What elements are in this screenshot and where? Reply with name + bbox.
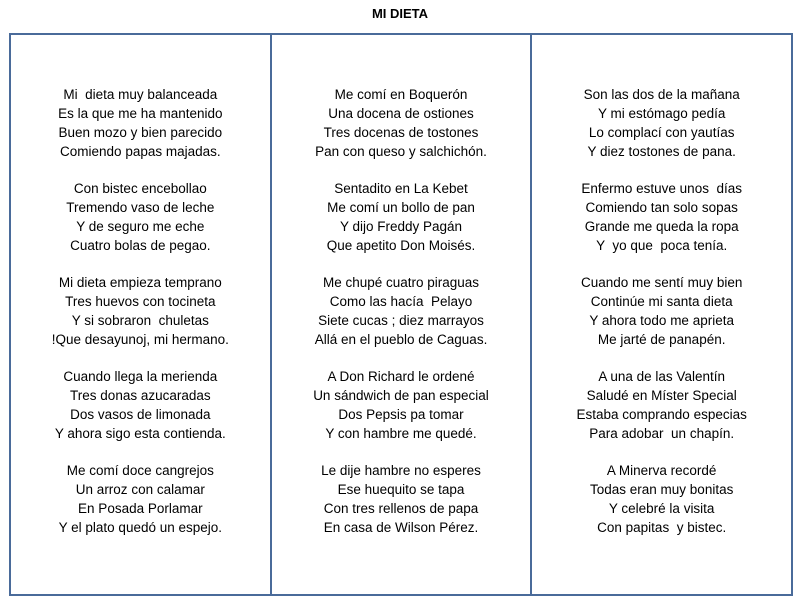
verse-line: Y celebré la visita — [608, 501, 715, 516]
stanza — [532, 461, 791, 537]
verse-line: Que apetito Don Moisés. — [326, 238, 476, 253]
verse-line: Siete cucas ; diez marrayos — [318, 313, 484, 328]
verse-line: Un arroz con calamar — [75, 482, 205, 497]
verse-line: Como las hacía Pelayo — [329, 294, 473, 309]
stanza — [272, 273, 531, 349]
verse-line: Dos Pepsis pa tomar — [338, 407, 464, 422]
poem-column-1 — [11, 35, 270, 594]
verse-line: Y yo que poca tenía. — [596, 238, 728, 253]
verse-line: Ese huequito se tapa — [337, 482, 465, 497]
verse-line: Y ahora todo me aprieta — [589, 313, 734, 328]
verse-line: Me comí un bollo de pan — [327, 200, 475, 215]
poem-table — [9, 33, 793, 596]
stanza — [532, 273, 791, 349]
verse-line: Con bistec encebollao — [73, 181, 207, 196]
verse-line: Tres docenas de tostones — [323, 125, 479, 140]
poem-column-3 — [530, 35, 791, 594]
stanza — [272, 85, 531, 161]
stanza — [272, 179, 531, 255]
verse-line: !Que desayunoj, mi hermano. — [51, 332, 229, 347]
page-title: MI DIETA — [371, 6, 429, 21]
verse-line: Cuando llega la merienda — [63, 369, 218, 384]
verse-line: Me comí doce cangrejos — [66, 463, 214, 478]
verse-line: Son las dos de la mañana — [583, 87, 740, 102]
verse-line: Me chupé cuatro piraguas — [322, 275, 480, 290]
verse-line: Tres huevos con tocineta — [65, 294, 216, 309]
verse-line: Todas eran muy bonitas — [590, 482, 734, 497]
verse-line: Continúe mi santa dieta — [590, 294, 733, 309]
stanza — [272, 367, 531, 443]
verse-line: Y mi estómago pedía — [598, 106, 726, 121]
verse-line: Y con hambre me quedé. — [325, 426, 477, 441]
verse-line: Y dijo Freddy Pagán — [339, 219, 463, 234]
verse-line: Y ahora sigo esta contienda. — [54, 426, 226, 441]
verse-line: Para adobar un chapín. — [589, 426, 735, 441]
stanza — [272, 461, 531, 537]
stanza — [532, 367, 791, 443]
verse-line: Cuatro bolas de pegao. — [70, 238, 211, 253]
verse-line: Tremendo vaso de leche — [66, 200, 215, 215]
verse-line: Mi dieta empieza temprano — [58, 275, 222, 290]
verse-line: Cuando me sentí muy bien — [581, 275, 743, 290]
verse-line: Dos vasos de limonada — [70, 407, 211, 422]
stanza — [532, 179, 791, 255]
verse-line: Enfermo estuve unos días — [581, 181, 742, 196]
stanza — [11, 273, 270, 349]
verse-line: Y de seguro me eche — [76, 219, 205, 234]
verse-line: Mi dieta muy balanceada — [63, 87, 218, 102]
verse-line: En casa de Wilson Pérez. — [323, 520, 479, 535]
stanza — [11, 85, 270, 161]
verse-line: Comiendo tan solo sopas — [585, 200, 738, 215]
verse-line: Le dije hambre no esperes — [321, 463, 481, 478]
verse-line: A Don Richard le ordené — [327, 369, 475, 384]
verse-line: Sentadito en La Kebet — [334, 181, 468, 196]
verse-line: Pan con queso y salchichón. — [315, 144, 487, 159]
verse-line: Y diez tostones de pana. — [587, 144, 736, 159]
verse-line: Lo complací con yautías — [588, 125, 735, 140]
verse-line: Y el plato quedó un espejo. — [58, 520, 223, 535]
verse-line: Buen mozo y bien parecido — [58, 125, 223, 140]
stanza — [11, 461, 270, 537]
verse-line: En Posada Porlamar — [78, 501, 203, 516]
verse-line: Una docena de ostiones — [328, 106, 474, 121]
verse-line: A Minerva recordé — [606, 463, 717, 478]
verse-line: Con papitas y bistec. — [597, 520, 727, 535]
verse-line: Y si sobraron chuletas — [71, 313, 209, 328]
poem-column-2 — [270, 35, 531, 594]
verse-line: Un sándwich de pan especial — [313, 388, 489, 403]
verse-line: Me jarté de panapén. — [597, 332, 726, 347]
verse-line: Me comí en Boquerón — [334, 87, 468, 102]
verse-line: Grande me queda la ropa — [584, 219, 739, 234]
verse-line: Saludé en Míster Special — [586, 388, 737, 403]
verse-line: Es la que me ha mantenido — [58, 106, 223, 121]
verse-line: A una de las Valentín — [598, 369, 725, 384]
verse-line: Estaba comprando especias — [576, 407, 747, 422]
stanza — [11, 367, 270, 443]
verse-line: Comiendo papas majadas. — [60, 144, 221, 159]
verse-line: Con tres rellenos de papa — [323, 501, 479, 516]
verse-line: Allá en el pueblo de Caguas. — [314, 332, 488, 347]
stanza — [11, 179, 270, 255]
stanza — [532, 85, 791, 161]
verse-line: Tres donas azucaradas — [70, 388, 211, 403]
